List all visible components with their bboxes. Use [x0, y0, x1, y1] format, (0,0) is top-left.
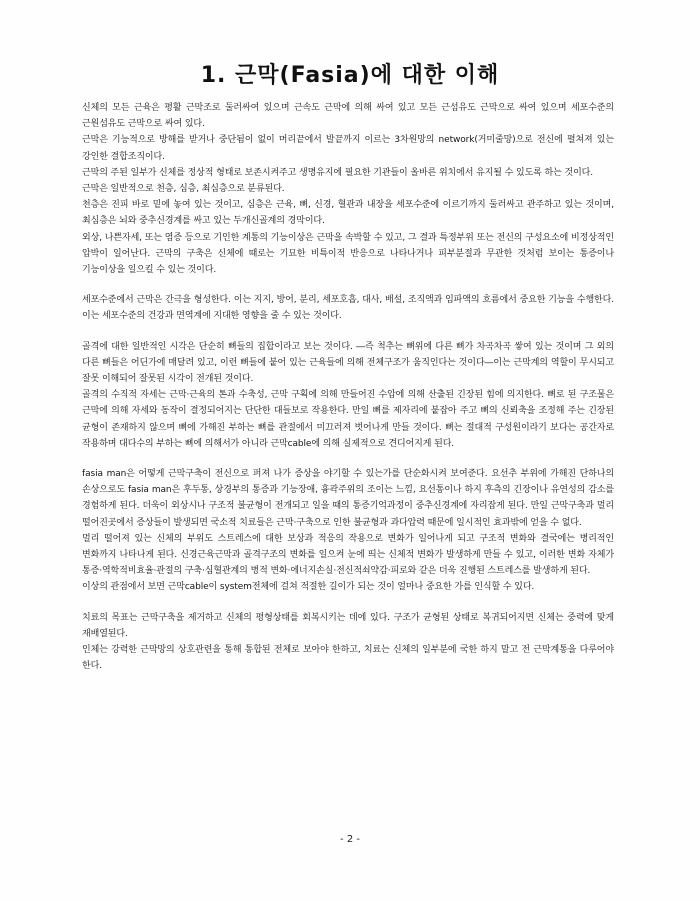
paragraph: 멀리 떨어져 있는 신체의 부위도 스트레스에 대한 보상과 적응의 작용으로 변화가 일어나게 되고 구조적 변화와 결국에는 병리적인 변화까지 나타나게 된다. 신경근육근막과 골격구조의 변화를 일으켜 눈에 띄는 신체적 변화가 발생하게 만들 수 있고, 이러한 변화 자체가 통증·역학적비효율·관절의 구축·심혈관계의 병적 변화·에너지손실·전신적쇠약감·피로와 같은 더욱 진행된 스트레스를 발생하게 된다. — [82, 533, 614, 577]
paragraph: 인체는 강력한 근막망의 상호관련을 통해 통합된 전체로 보아야 한하고, 치료는 신체의 일부분에 국한 하지 말고 전 근막계통을 다루어야 한다. — [82, 645, 614, 672]
paragraph: 신체의 모든 근육은 평활 근막조로 둘러싸여 있으며 근속도 근막에 의해 싸여 있고 모든 근섬유도 근막으로 싸여 있으며 세포수준의 근원섬유도 근막으로 싸여 있다. — [82, 103, 614, 130]
section-divider — [82, 278, 614, 292]
paragraph: 천층은 진피 바로 밑에 놓여 있는 것이고, 심층은 근육, 뼈, 신경, 혈관과 내장을 세포수준에 이르기까지 둘러싸고 관주하고 있는 것이며, 최심층은 뇌와 중추신경계를 싸고 있는 두개신골계의 경막이다. — [82, 200, 614, 227]
page-number: - 2 - — [340, 834, 360, 845]
paragraph: 골격에 대한 일반적인 시각은 단순히 뼈들의 집합이라고 보는 것이다. ―즉 척추는 뼈위에 다른 뼈가 차곡차곡 쌓여 있는 것이며 그 외의 다른 뼈들은 어딘가에 매달려 있고, 이런 뼈들에 붙어 있는 근육들에 의해 전체구조가 움직인다는 것이다―이는 근막계의 역할이 무시되고 잘못 이해되어 잘못된 시각이 전개된 것이다. — [82, 341, 614, 385]
paragraph: 치료의 목표는 근막구축을 제거하고 신체의 평형상태를 회복시키는 데에 있다. 구조가 균형된 상태로 복귀되어지면 신체는 중력에 맞게 재배열된다. — [82, 612, 614, 639]
paragraph: fasia man은 어떻게 근막구축이 전신으로 퍼져 나가 증상을 야기할 수 있는가를 단순화시켜 보여준다. 요선추 부위에 가해진 단하나의 손상으로도 fasia man은 후두통, 상경부의 통증과 기능장애, 흉곽주위의 조이는 느낌, 요선통이나 하지 후측의 긴장이나 유연성의 감소를 경험하게 된다. 더욱이 외상시나 구조적 불균형이 전개되고 일을 때의 통증기억과정이 중추신경계에 자리잡게 된다. 만일 근막구축과 멀리 떨어진곳에서 증상들이 발생되면 국소적 치료들은 근막·구축으로 인한 불균형과 과다압력 때문에 일시적인 효과밖에 얻을 수 없다. — [82, 469, 614, 528]
page-title: 1. 근막(Fasia)에 대한 이해 — [200, 63, 500, 88]
paragraph: 이상의 관점에서 보면 근막cable이 system전체에 걸쳐 적절한 길이가 되는 것이 얼마나 중요한 가를 인식할 수 있다. — [82, 582, 535, 593]
section-divider — [82, 596, 614, 610]
paragraph: 근막은 일반적으로 천층, 심층, 최심층으로 분류된다. — [82, 184, 285, 195]
paragraph: 근막의 주된 일부가 신체를 정상적 형태로 보존시켜주고 생명유지에 필요한 기관들이 올바른 위치에서 유지될 수 있도록 하는 것이다. — [82, 167, 594, 178]
section-divider — [82, 452, 614, 466]
paragraph: 외상, 나쁜자세, 또는 염증 등으로 기인한 계통의 기능이상은 근막을 속박할 수 있고, 그 결과 특정부위 또는 전신의 구성요소에 비정상적인 압박이 일어난다. 근막의 구축은 신체에 때로는 기묘한 비특이적 반응으로 나타나거나 피부분절과 무관한 것처럼 보이는 통증이나 기능이상을 일으킬 수 있는 것이다. — [82, 232, 614, 276]
paragraph: 골격의 수직적 자세는 근막·근육의 톤과 수축성, 근막 구획에 의해 만들어진 수압에 의해 산출된 긴장된 힘에 의지한다. 뼈로 된 구조물은 근막에 의해 자세와 동작이 결정되어지는 단단한 대들보로 작용한다. 만일 뼈를 제자리에 붙잡아 주고 뼈의 신뢰축을 조정해 주는 긴장된 균형이 존재하지 않으며 뼈에 가해진 부하는 뼈를 관절에서 미끄러져 벗어나게 만들 것이다. 뼈는 절대적 구성원이라기 보다는 공간자로 작용하며 대다수의 부하는 뼈에 의해서가 아니라 근막cable에 의해 실제적으로 견디어지게 된다. — [82, 390, 614, 449]
document-body — [82, 100, 614, 675]
paragraph: 세포수준에서 근막은 간극을 형성한다. 이는 지지, 방어, 분리, 세포호흡, 대사, 배설, 조직액과 임파액의 흐름에서 중요한 기능을 수행한다. 이는 세포수준의 건강과 면역계에 지대한 영향을 줄 수 있는 것이다. — [82, 295, 614, 322]
paragraph: 근막은 기능적으로 방해를 받거나 중단됨이 없이 머리끝에서 발끝까지 이르는 3차원망의 network(거미줄망)으로 전신에 펼쳐져 있는 강인한 결합조직이다. — [82, 135, 614, 162]
section-divider — [82, 325, 614, 339]
